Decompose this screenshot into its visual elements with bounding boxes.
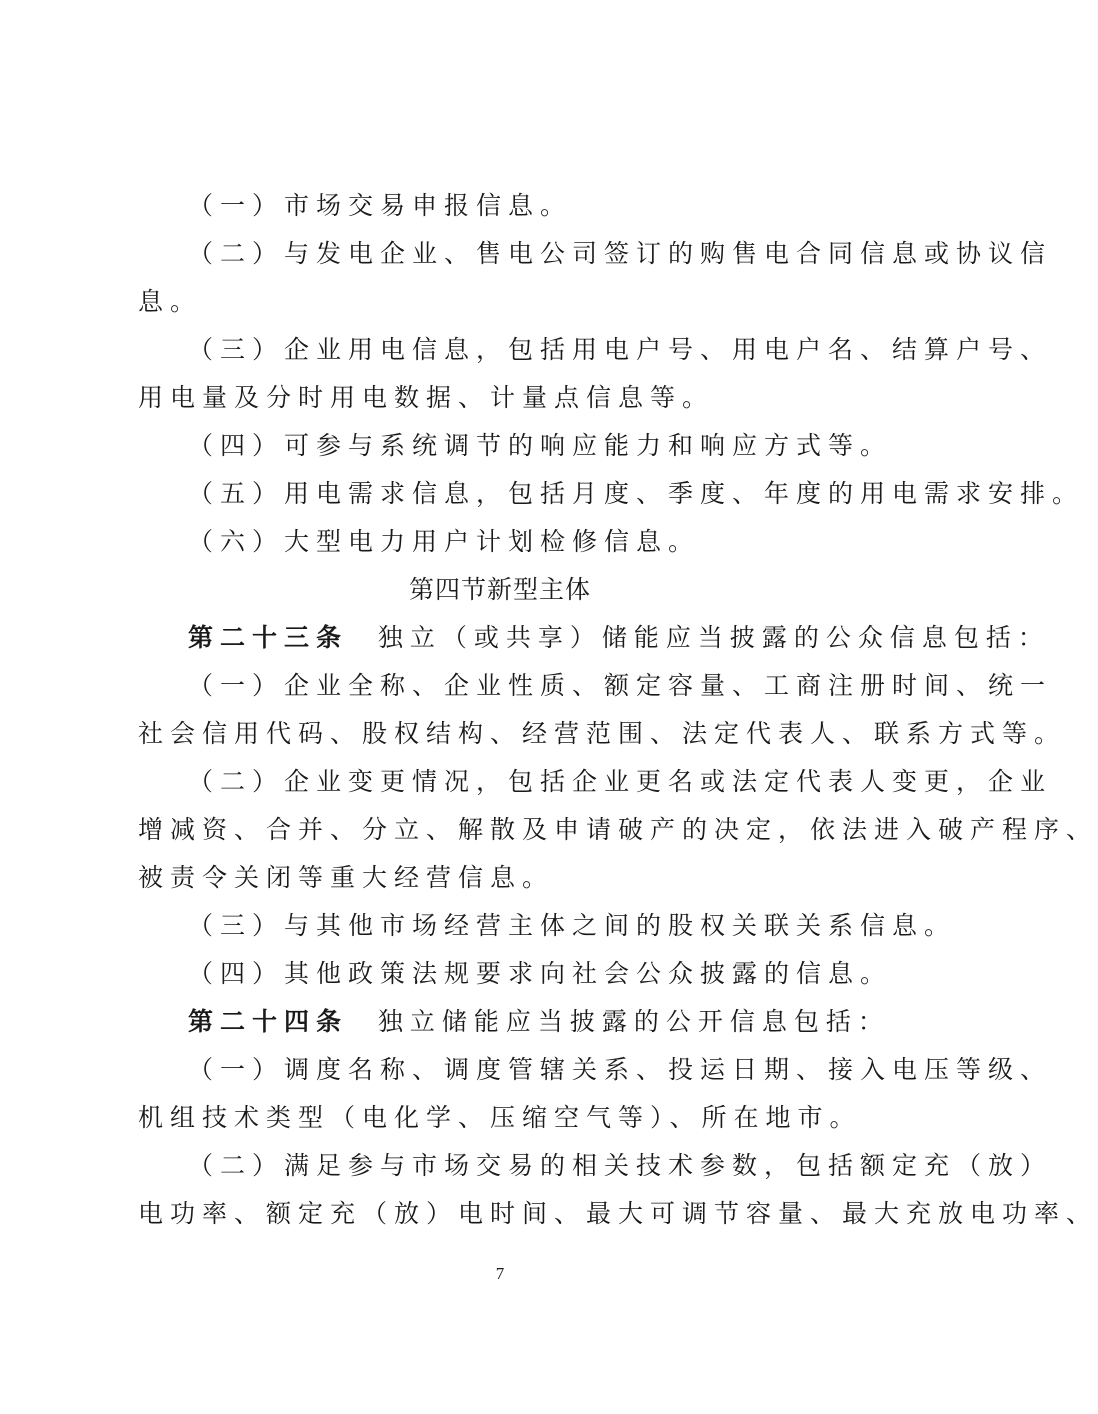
article-23-item3: （三）与其他市场经营主体之间的股权关联关系信息。 <box>188 911 957 940</box>
item-demand-info: （五）用电需求信息，包括月度、季度、年度的用电需求安排。 <box>188 479 1085 508</box>
item-maintenance-info: （六）大型电力用户计划检修信息。 <box>188 527 701 556</box>
article-23-item2-line2: 增减资、合并、分立、解散及申请破产的决定，依法进入破产程序、 <box>138 815 1098 844</box>
article-23-item1-line1: （一）企业全称、企业性质、额定容量、工商注册时间、统一 <box>188 671 1053 700</box>
article-23-intro-text: 独立（或共享）储能应当披露的公众信息包括： <box>377 623 1050 652</box>
article-24-intro <box>188 1002 890 1042</box>
item-contract-info-line1: （二）与发电企业、售电公司签订的购售电合同信息或协议信 <box>188 239 1053 268</box>
item-response-capability: （四）可参与系统调节的响应能力和响应方式等。 <box>188 431 893 460</box>
article-24-intro-text: 独立储能应当披露的公开信息包括： <box>377 1007 890 1036</box>
article-23-item1-line2: 社会信用代码、股权结构、经营范围、法定代表人、联系方式等。 <box>138 719 1067 748</box>
article-24-item2-line1: （二）满足参与市场交易的相关技术参数，包括额定充（放） <box>188 1151 1053 1180</box>
item-power-usage-line1: （三）企业用电信息，包括用电户号、用电户名、结算户号、 <box>188 335 1053 364</box>
article-23-intro <box>188 618 1050 658</box>
item-contract-info-line2: 息。 <box>138 287 203 316</box>
article-24-number: 第二十四条 <box>188 1007 349 1036</box>
article-24-item1-line1: （一）调度名称、调度管辖关系、投运日期、接入电压等级、 <box>188 1055 1053 1084</box>
article-23-item4: （四）其他政策法规要求向社会公众披露的信息。 <box>188 959 893 988</box>
page-number: 7 <box>495 1264 505 1283</box>
article-24-item2-line2: 电功率、额定充（放）电时间、最大可调节容量、最大充放电功率、 <box>138 1199 1098 1228</box>
article-23-item2-line3: 被责令关闭等重大经营信息。 <box>138 863 555 892</box>
article-24-item1-line2: 机组技术类型（电化学、压缩空气等）、所在地市。 <box>138 1103 862 1132</box>
article-23-number: 第二十三条 <box>188 623 349 652</box>
item-market-declaration: （一）市场交易申报信息。 <box>188 191 573 220</box>
item-power-usage-line2: 用电量及分时用电数据、计量点信息等。 <box>138 383 715 412</box>
section-heading: 第四节新型主体 <box>408 575 591 604</box>
article-23-item2-line1: （二）企业变更情况，包括企业更名或法定代表人变更，企业 <box>188 767 1053 796</box>
